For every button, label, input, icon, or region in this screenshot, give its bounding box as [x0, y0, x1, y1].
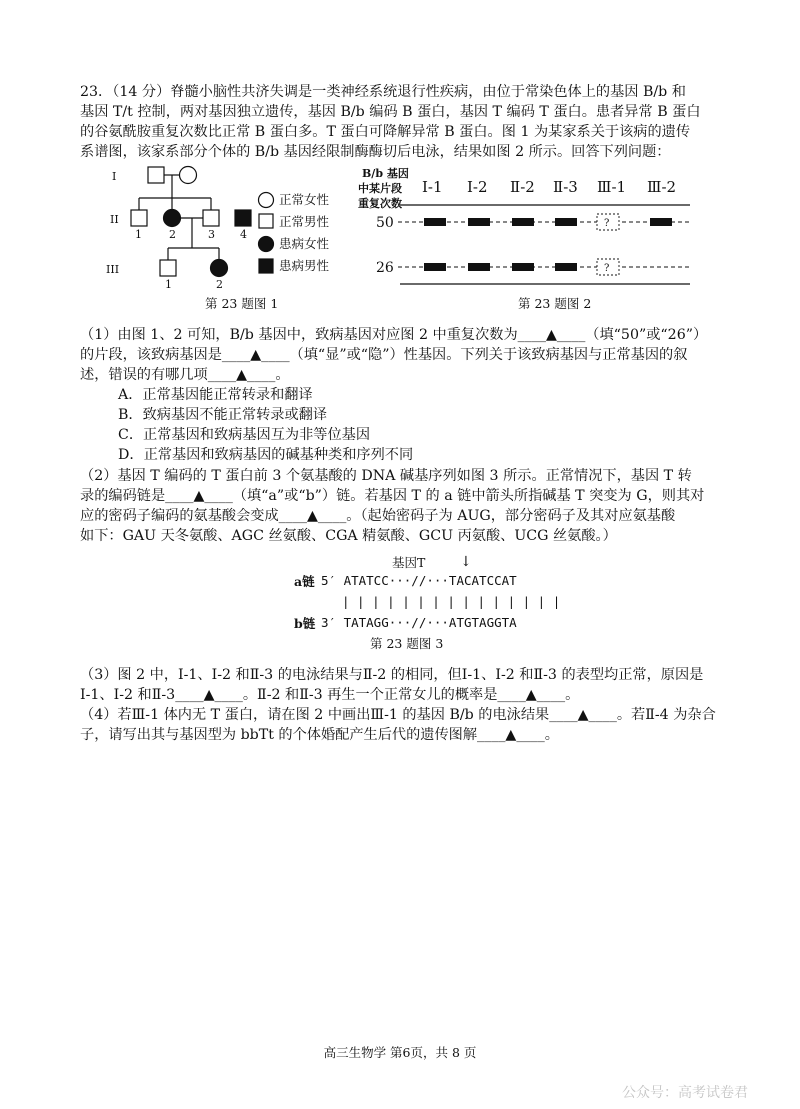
electrophoresis-figure — [350, 164, 715, 294]
dna-sequence-figure — [280, 552, 561, 652]
part4 — [80, 705, 730, 745]
pedigree-III-2-affected-female — [211, 260, 228, 277]
individual-number: 4 — [240, 228, 247, 241]
lane-label: Ⅱ-3 — [553, 178, 578, 196]
stem-line: 系谱图，该家系部分个体的 B/b 基因经限制酶酶切后电泳，结果如图 2 所示。回答下列问题： — [80, 144, 671, 160]
question-stem — [80, 82, 730, 162]
legend-affected-female-icon — [259, 237, 274, 252]
pedigree-III-1-male — [160, 260, 176, 276]
part4-line: （4）若Ⅲ-1 体内无 T 蛋白，请在图 2 中画出Ⅲ-1 的基因 B/b 的电泳结果____▲____。若Ⅱ-4 为杂合 — [80, 707, 716, 723]
fig2-header-line: B/b 基因 — [362, 167, 409, 180]
band-II-2-50 — [512, 218, 534, 226]
lane-label: Ⅰ-2 — [467, 178, 488, 196]
part1-line: （1）由图 1、2 可知，B/b 基因中，致病基因对应图 2 中重复次数为____▲____（填“50”或“26”） — [80, 327, 708, 343]
band-I-1-26 — [424, 263, 446, 271]
part4-line: 子，请写出其与基因型为 bbTt 的个体婚配产生后代的遗传图解____▲____。 — [80, 727, 559, 743]
repeat-count-label: 26 — [376, 260, 394, 276]
option-d: D．正常基因和致病基因的碱基种类和序列不同 — [118, 447, 414, 463]
band-I-1-50 — [424, 218, 446, 226]
part1-line: 的片段，该致病基因是____▲____（填“显”或“隐”）性基因。下列关于该致病基因与正常基因的叙 — [80, 347, 688, 363]
generation-label: II — [110, 213, 119, 226]
option-a: A．正常基因能正常转录和翻译 — [118, 387, 313, 403]
pedigree-I-2-female — [180, 167, 197, 184]
strand-a-label: a链 — [294, 574, 315, 589]
individual-number: 2 — [216, 278, 223, 291]
pedigree-II-2-affected-female — [164, 210, 181, 227]
band-I-2-50 — [468, 218, 490, 226]
stem-line: 23．（14 分）脊髓小脑性共济失调是一类神经系统退行性疾病，由位于常染色体上的基因 B/b 和 — [80, 84, 686, 100]
part2-line: 应的密码子编码的氨基酸会变成____▲____。（起始密码子为 AUG，部分密码子及其对应氨基酸 — [80, 508, 676, 524]
pedigree-figure — [100, 160, 380, 300]
band-III-2-50 — [650, 218, 672, 226]
repeat-count-label: 50 — [376, 215, 394, 231]
pedigree-II-3-male — [203, 210, 219, 226]
fig2-header-line: 重复次数 — [358, 197, 402, 210]
unknown-mark: ? — [604, 263, 610, 274]
band-II-3-50 — [555, 218, 577, 226]
generation-label: III — [106, 263, 120, 276]
base-pair-bonds: | | | | | | | | | | | | | | | — [342, 594, 561, 609]
part3 — [80, 665, 730, 705]
part2-line: 录的编码链是____▲____（填“a”或“b”）链。若基因 T 的 a 链中箭头所指碱基 T 突变为 G，则其对 — [80, 488, 705, 504]
part2-line: （2）基因 T 编码的 T 蛋白前 3 个氨基酸的 DNA 碱基序列如图 3 所示。正常情况下，基因 T 转 — [80, 468, 692, 484]
strand-a-sequence: 5′ ATATCC···//···TACATCCAT — [321, 573, 517, 588]
watermark: 公众号：高考试卷君 — [622, 1085, 748, 1101]
figure2-caption: 第 23 题图 2 — [518, 296, 592, 311]
legend-label: 患病男性 — [279, 258, 330, 273]
legend-label: 正常男性 — [279, 214, 330, 229]
stem-line: 的谷氨酰胺重复次数比正常 B 蛋白多。T 蛋白可降解异常 B 蛋白。图 1 为某家系关于该病的遗传 — [80, 124, 691, 140]
part2 — [80, 466, 730, 546]
generation-label: I — [112, 170, 117, 183]
band-II-3-26 — [555, 263, 577, 271]
fig2-header-line: 中某片段 — [358, 182, 402, 195]
part3-line: Ⅰ-1、Ⅰ-2 和Ⅱ-3____▲____。Ⅱ-2 和Ⅱ-3 再生一个正常女儿的概率是____▲____。 — [80, 687, 580, 703]
figure3-caption: 第 23 题图 3 — [370, 636, 444, 651]
individual-number: 1 — [135, 228, 142, 241]
gene-label: 基因T — [392, 555, 426, 570]
legend-affected-male-icon — [259, 259, 273, 273]
unknown-mark: ? — [604, 218, 610, 229]
pedigree-II-4-affected-male — [235, 210, 251, 226]
legend-normal-female-icon — [259, 193, 274, 208]
part1-line: 述，错误的有哪几项____▲____。 — [80, 367, 290, 383]
page-footer: 高三生物学 第6页，共 8 页 — [323, 1045, 477, 1060]
stem-line: 基因 T/t 控制，两对基因独立遗传，基因 B/b 编码 B 蛋白，基因 T 编码 T 蛋白。患者异常 B 蛋白 — [80, 104, 701, 120]
lane-label: Ⅲ-1 — [597, 178, 627, 196]
band-II-2-26 — [512, 263, 534, 271]
lane-label: Ⅲ-2 — [647, 178, 677, 196]
strand-b-sequence: 3′ TATAGG···//···ATGTAGGTA — [321, 615, 517, 630]
pedigree-I-1-male — [148, 167, 164, 183]
part2-line: 如下：GAU 天冬氨酸、AGC 丝氨酸、CGA 精氨酸、GCU 丙氨酸、UCG 丝氨酸。） — [80, 528, 617, 544]
individual-number: 2 — [169, 228, 176, 241]
option-b: B．致病基因不能正常转录或翻译 — [118, 407, 328, 423]
pedigree-II-1-male — [131, 210, 147, 226]
lane-label: Ⅱ-2 — [510, 178, 535, 196]
part1 — [80, 325, 730, 385]
individual-number: 3 — [208, 228, 215, 241]
legend-label: 正常女性 — [279, 192, 330, 207]
strand-b-label: b链 — [294, 616, 316, 631]
part3-line: （3）图 2 中，Ⅰ-1、Ⅰ-2 和Ⅱ-3 的电泳结果与Ⅱ-2 的相同，但Ⅰ-1、Ⅰ-2 和Ⅱ-3 的表型均正常，原因是 — [80, 667, 704, 683]
lane-label: Ⅰ-1 — [422, 178, 443, 196]
mutation-arrow-icon: ↓ — [460, 554, 472, 570]
band-I-2-26 — [468, 263, 490, 271]
figure1-caption: 第 23 题图 1 — [205, 296, 279, 311]
option-c: C．正常基因和致病基因互为非等位基因 — [118, 427, 371, 443]
individual-number: 1 — [165, 278, 172, 291]
legend-normal-male-icon — [259, 214, 273, 228]
legend-label: 患病女性 — [279, 236, 330, 251]
